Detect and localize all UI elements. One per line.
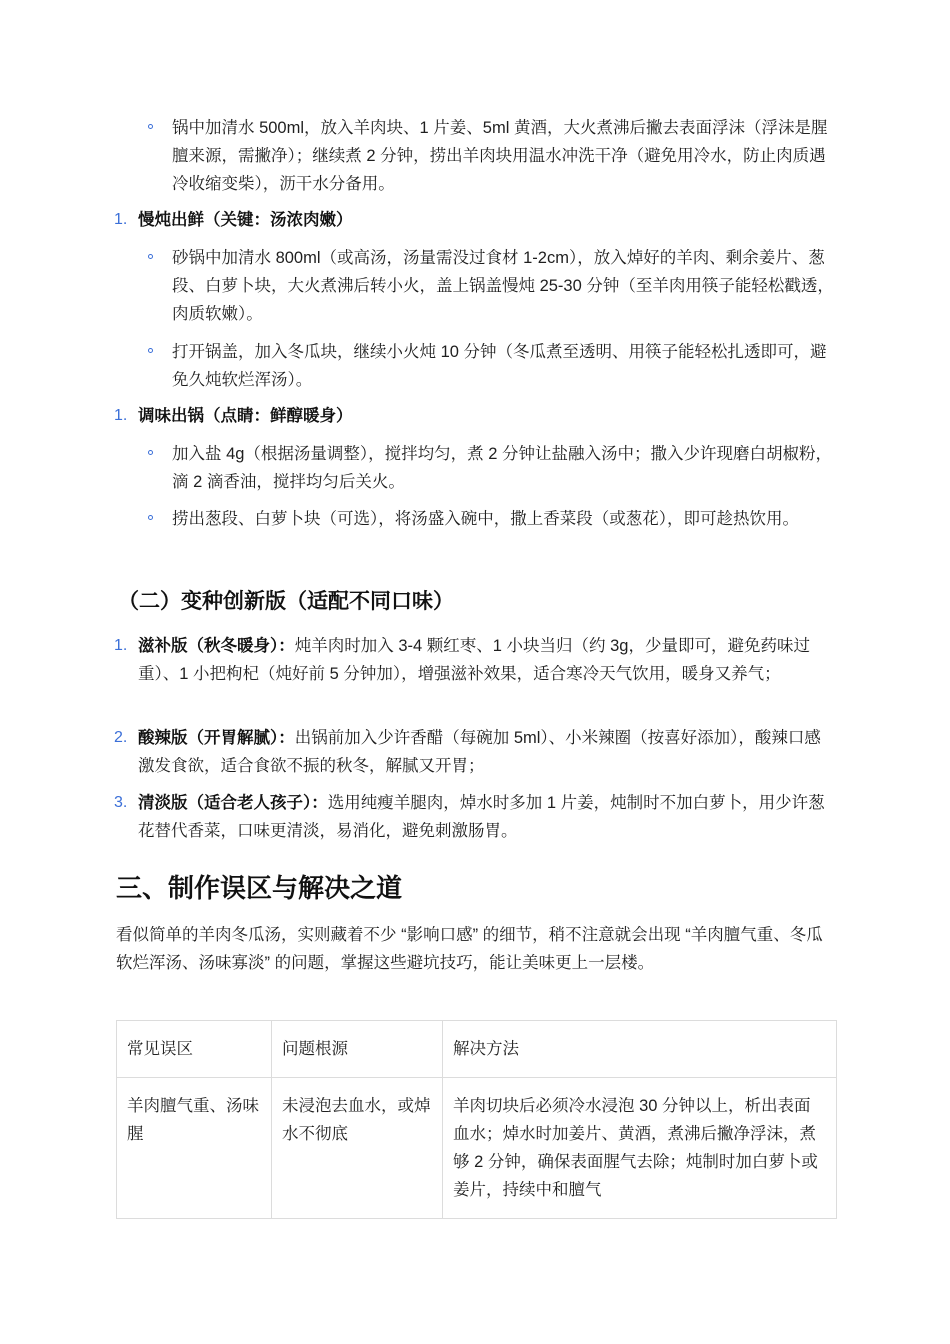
- intro-paragraph: 看似简单的羊肉冬瓜汤，实则藏着不少 “影响口感” 的细节，稍不注意就会出现 “羊肉膻气重、冬瓜软烂浑汤、汤味寡淡” 的问题，掌握这些避坑技巧，能让美味更上一层楼。: [116, 926, 823, 972]
- variant-separator: ：: [278, 729, 295, 747]
- variant-text: 出锅前加入少许香醋（每碗加 5ml）、小米辣圈（按喜好添加），酸辣口感激发食欲，适合食欲不振的秋冬，解腻又开胃；: [138, 729, 821, 775]
- pitfalls-table: [116, 1020, 837, 1219]
- table-header-cell: 问题根源: [272, 1021, 443, 1078]
- table-header-cell: 常见误区: [117, 1021, 272, 1078]
- table-cell: 未浸泡去血水，或焯水不彻底: [272, 1078, 443, 1219]
- variant-number: 3.: [114, 794, 128, 811]
- variant-separator: ：: [278, 637, 295, 655]
- variant-number: 2.: [114, 729, 128, 746]
- table-cell: 羊肉切块后必须冷水浸泡 30 分钟以上，析出表面血水；焯水时加姜片、黄酒，煮沸后撇净浮沫，煮够 2 分钟，确保表面腥气去除；炖制时加白萝卜或姜片，持续中和膻气: [443, 1078, 837, 1219]
- bullet-icon: [148, 450, 153, 455]
- table-header-row: [117, 1021, 837, 1078]
- bullet-icon: [148, 348, 153, 353]
- variant-number: 1.: [114, 637, 128, 654]
- bullet-text: 砂锅中加清水 800ml（或高汤，汤量需没过食材 1-2cm），放入焯好的羊肉、剩余姜片、葱段、白萝卜块，大火煮沸后转小火，盖上锅盖慢炖 25-30 分钟（至羊肉用筷子能轻松戳透，肉质软嫩）。: [172, 249, 834, 323]
- bullet-text: 打开锅盖，加入冬瓜块，继续小火炖 10 分钟（冬瓜煮至透明、用筷子能轻松扎透即可，避免久炖软烂浑汤）。: [172, 343, 827, 389]
- step-title: 调味出锅（点睛：鲜醇暖身）: [138, 407, 353, 425]
- variant-text: 炖羊肉时加入 3-4 颗红枣、1 小块当归（约 3g，少量即可，避免药味过重）、1 小把枸杞（炖好前 5 分钟加），增强滋补效果，适合寒冷天气饮用，暖身又养气；: [138, 637, 810, 683]
- section-heading: （二）变种创新版（适配不同口味）: [118, 590, 454, 613]
- table-row: [117, 1078, 837, 1219]
- variant-title: 滋补版（秋冬暖身）: [138, 637, 279, 655]
- bullet-text: 捞出葱段、白萝卜块（可选），将汤盛入碗中，撒上香菜段（或葱花），即可趁热饮用。: [172, 510, 799, 528]
- table-header-cell: 解决方法: [443, 1021, 837, 1078]
- variant-separator: ：: [311, 794, 328, 812]
- variant-title: 酸辣版（开胃解腻）: [138, 729, 279, 747]
- bullet-icon: [148, 124, 153, 129]
- step-number: 1.: [114, 211, 128, 228]
- bullet-text: 加入盐 4g（根据汤量调整），搅拌均匀，煮 2 分钟让盐融入汤中；撒入少许现磨白胡椒粉，滴 2 滴香油，搅拌均匀后关火。: [172, 445, 833, 491]
- bullet-icon: [148, 254, 153, 259]
- variant-text: 选用纯瘦羊腿肉，焯水时多加 1 片姜，炖制时不加白萝卜，用少许葱花替代香菜，口味更清淡，易消化，避免刺激肠胃。: [138, 794, 825, 840]
- variant-title: 清淡版（适合老人孩子）: [138, 794, 312, 812]
- step-number: 1.: [114, 407, 128, 424]
- step-title: 慢炖出鲜（关键：汤浓肉嫩）: [138, 211, 353, 229]
- bullet-text: 锅中加清水 500ml，放入羊肉块、1 片姜、5ml 黄酒，大火煮沸后撇去表面浮沫（浮沫是腥膻来源，需撇净）；继续煮 2 分钟，捞出羊肉块用温水冲洗干净（避免用冷水，防止肉质遇冷收缩变柴），沥干水分备用。: [172, 119, 828, 193]
- table-cell: 羊肉膻气重、汤味腥: [117, 1078, 272, 1219]
- section-heading: 三、制作误区与解决之道: [116, 873, 403, 903]
- bullet-icon: [148, 515, 153, 520]
